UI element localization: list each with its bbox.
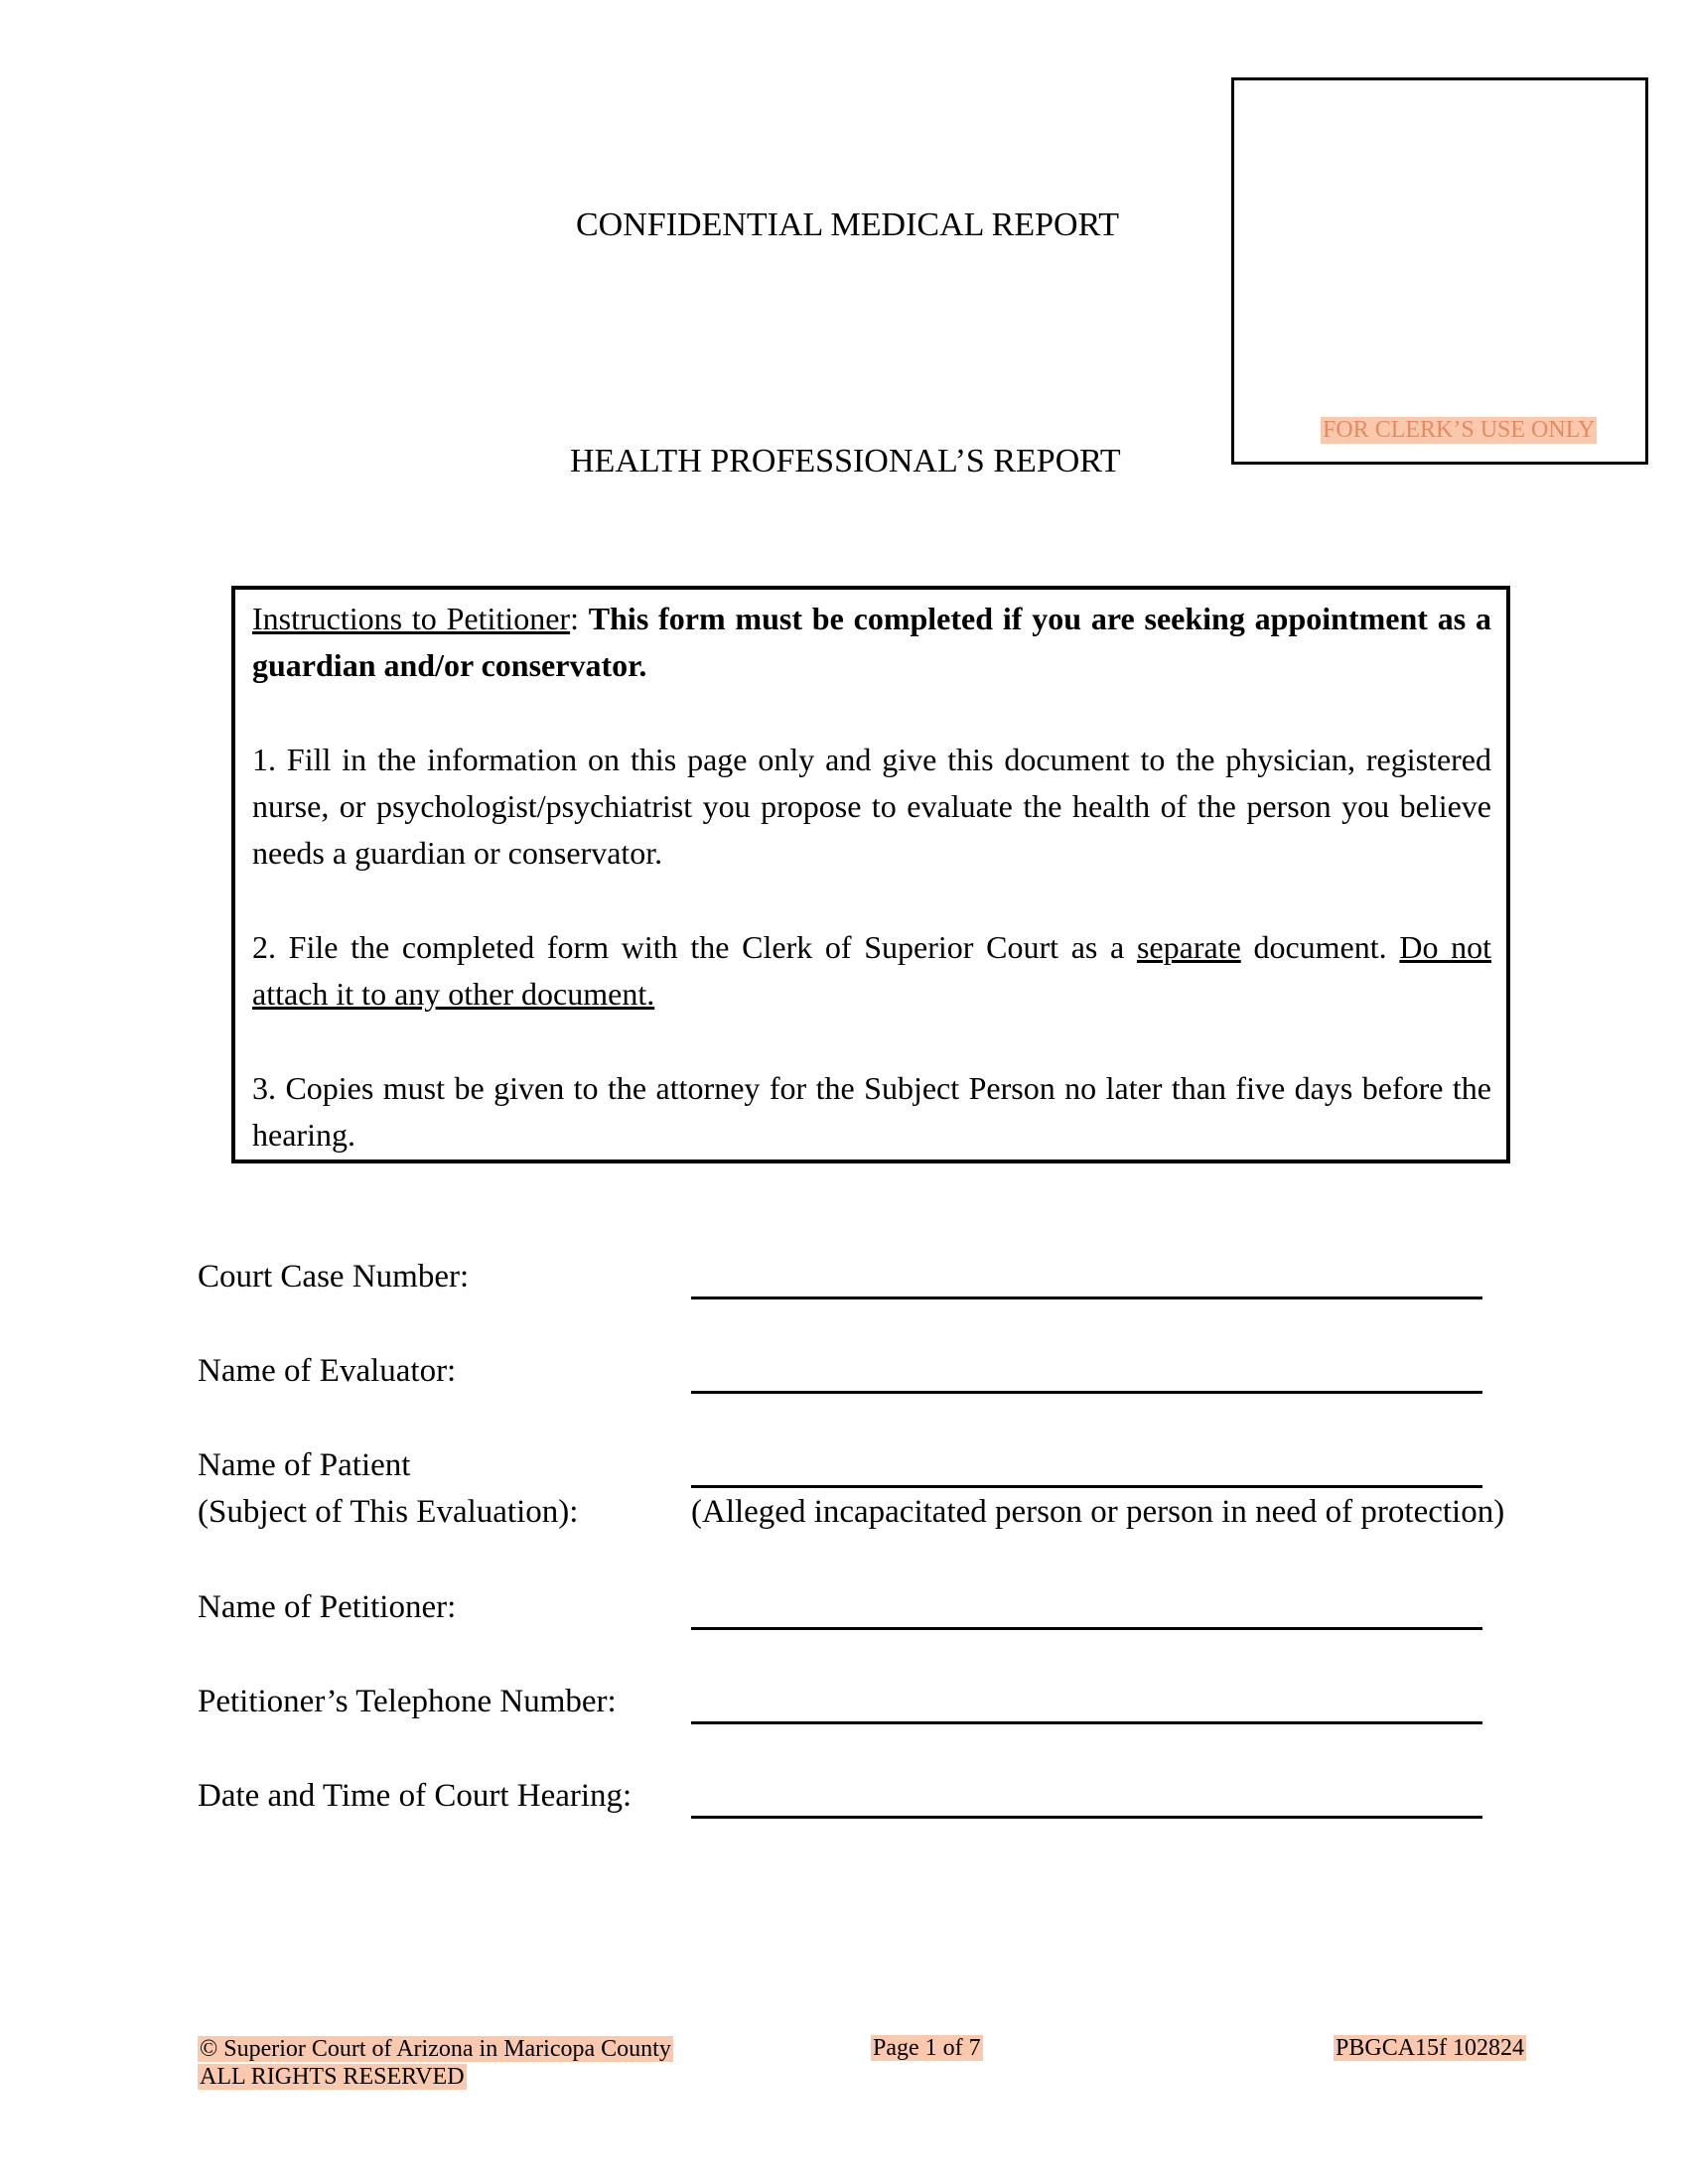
evaluator-name-field[interactable] [691,1391,1482,1394]
petitioner-name-field[interactable] [691,1627,1482,1630]
instruction-item-2 [252,924,1491,1018]
instruction-item-2-warning: Do not attach it to any other document. [252,929,1492,1012]
patient-name-field[interactable] [691,1485,1482,1488]
instruction-item-2-text-a: 2. File the completed form with the Clerk of Superior Court as a [252,929,1137,965]
document-title: CONFIDENTIAL MEDICAL REPORT [576,206,1119,243]
petitioner-phone-field[interactable] [691,1721,1482,1724]
patient-name-label: Name of Patient [198,1447,411,1483]
footer-page-number [871,2035,983,2062]
court-case-number-field[interactable] [691,1297,1482,1299]
instruction-item-2-text-b: document. [1240,929,1400,965]
instruction-item-2-separate: separate [1136,929,1241,965]
clerk-use-box [1231,77,1648,465]
instructions-box [231,586,1510,1163]
patient-name-hint: (Alleged incapacitated person or person in need of protection) [691,1494,1505,1530]
footer-copyright [198,2035,673,2091]
footer-form-code [1334,2035,1526,2062]
petitioner-phone-label: Petitioner’s Telephone Number: [198,1684,617,1719]
instructions-intro-text: This form must be completed if you are seeking appointment as a guardian and/or conservator. [252,601,1492,683]
footer-copyright-line2: ALL RIGHTS RESERVED [200,2064,465,2090]
form-code: PBGCA15f 102824 [1336,2035,1525,2061]
report-title: HEALTH PROFESSIONAL’S REPORT [570,443,1121,479]
instruction-item-1: 1. Fill in the information on this page only and give this document to the physician, registered nurse, or psychologist/psychiatrist you propose to evaluate the health of the person you believe needs a guardian or conservator. [252,742,1491,871]
clerk-use-label: FOR CLERK’S USE ONLY [1323,417,1596,443]
patient-name-sublabel: (Subject of This Evaluation): [198,1494,579,1530]
instructions-heading-sep: : [570,601,579,636]
court-case-number-label: Court Case Number: [198,1259,470,1295]
hearing-datetime-label: Date and Time of Court Hearing: [198,1778,633,1814]
instructions-intro [252,596,1491,689]
instruction-item-3: 3. Copies must be given to the attorney for the Subject Person no later than five days before the hearing. [252,1070,1491,1153]
evaluator-name-label: Name of Evaluator: [198,1353,457,1389]
petitioner-name-label: Name of Petitioner: [198,1589,457,1625]
page-number: Page 1 of 7 [873,2035,981,2061]
footer-copyright-line1: © Superior Court of Arizona in Maricopa County [200,2036,671,2062]
hearing-datetime-field[interactable] [691,1816,1482,1819]
instructions-heading: Instructions to Petitioner [252,601,571,636]
